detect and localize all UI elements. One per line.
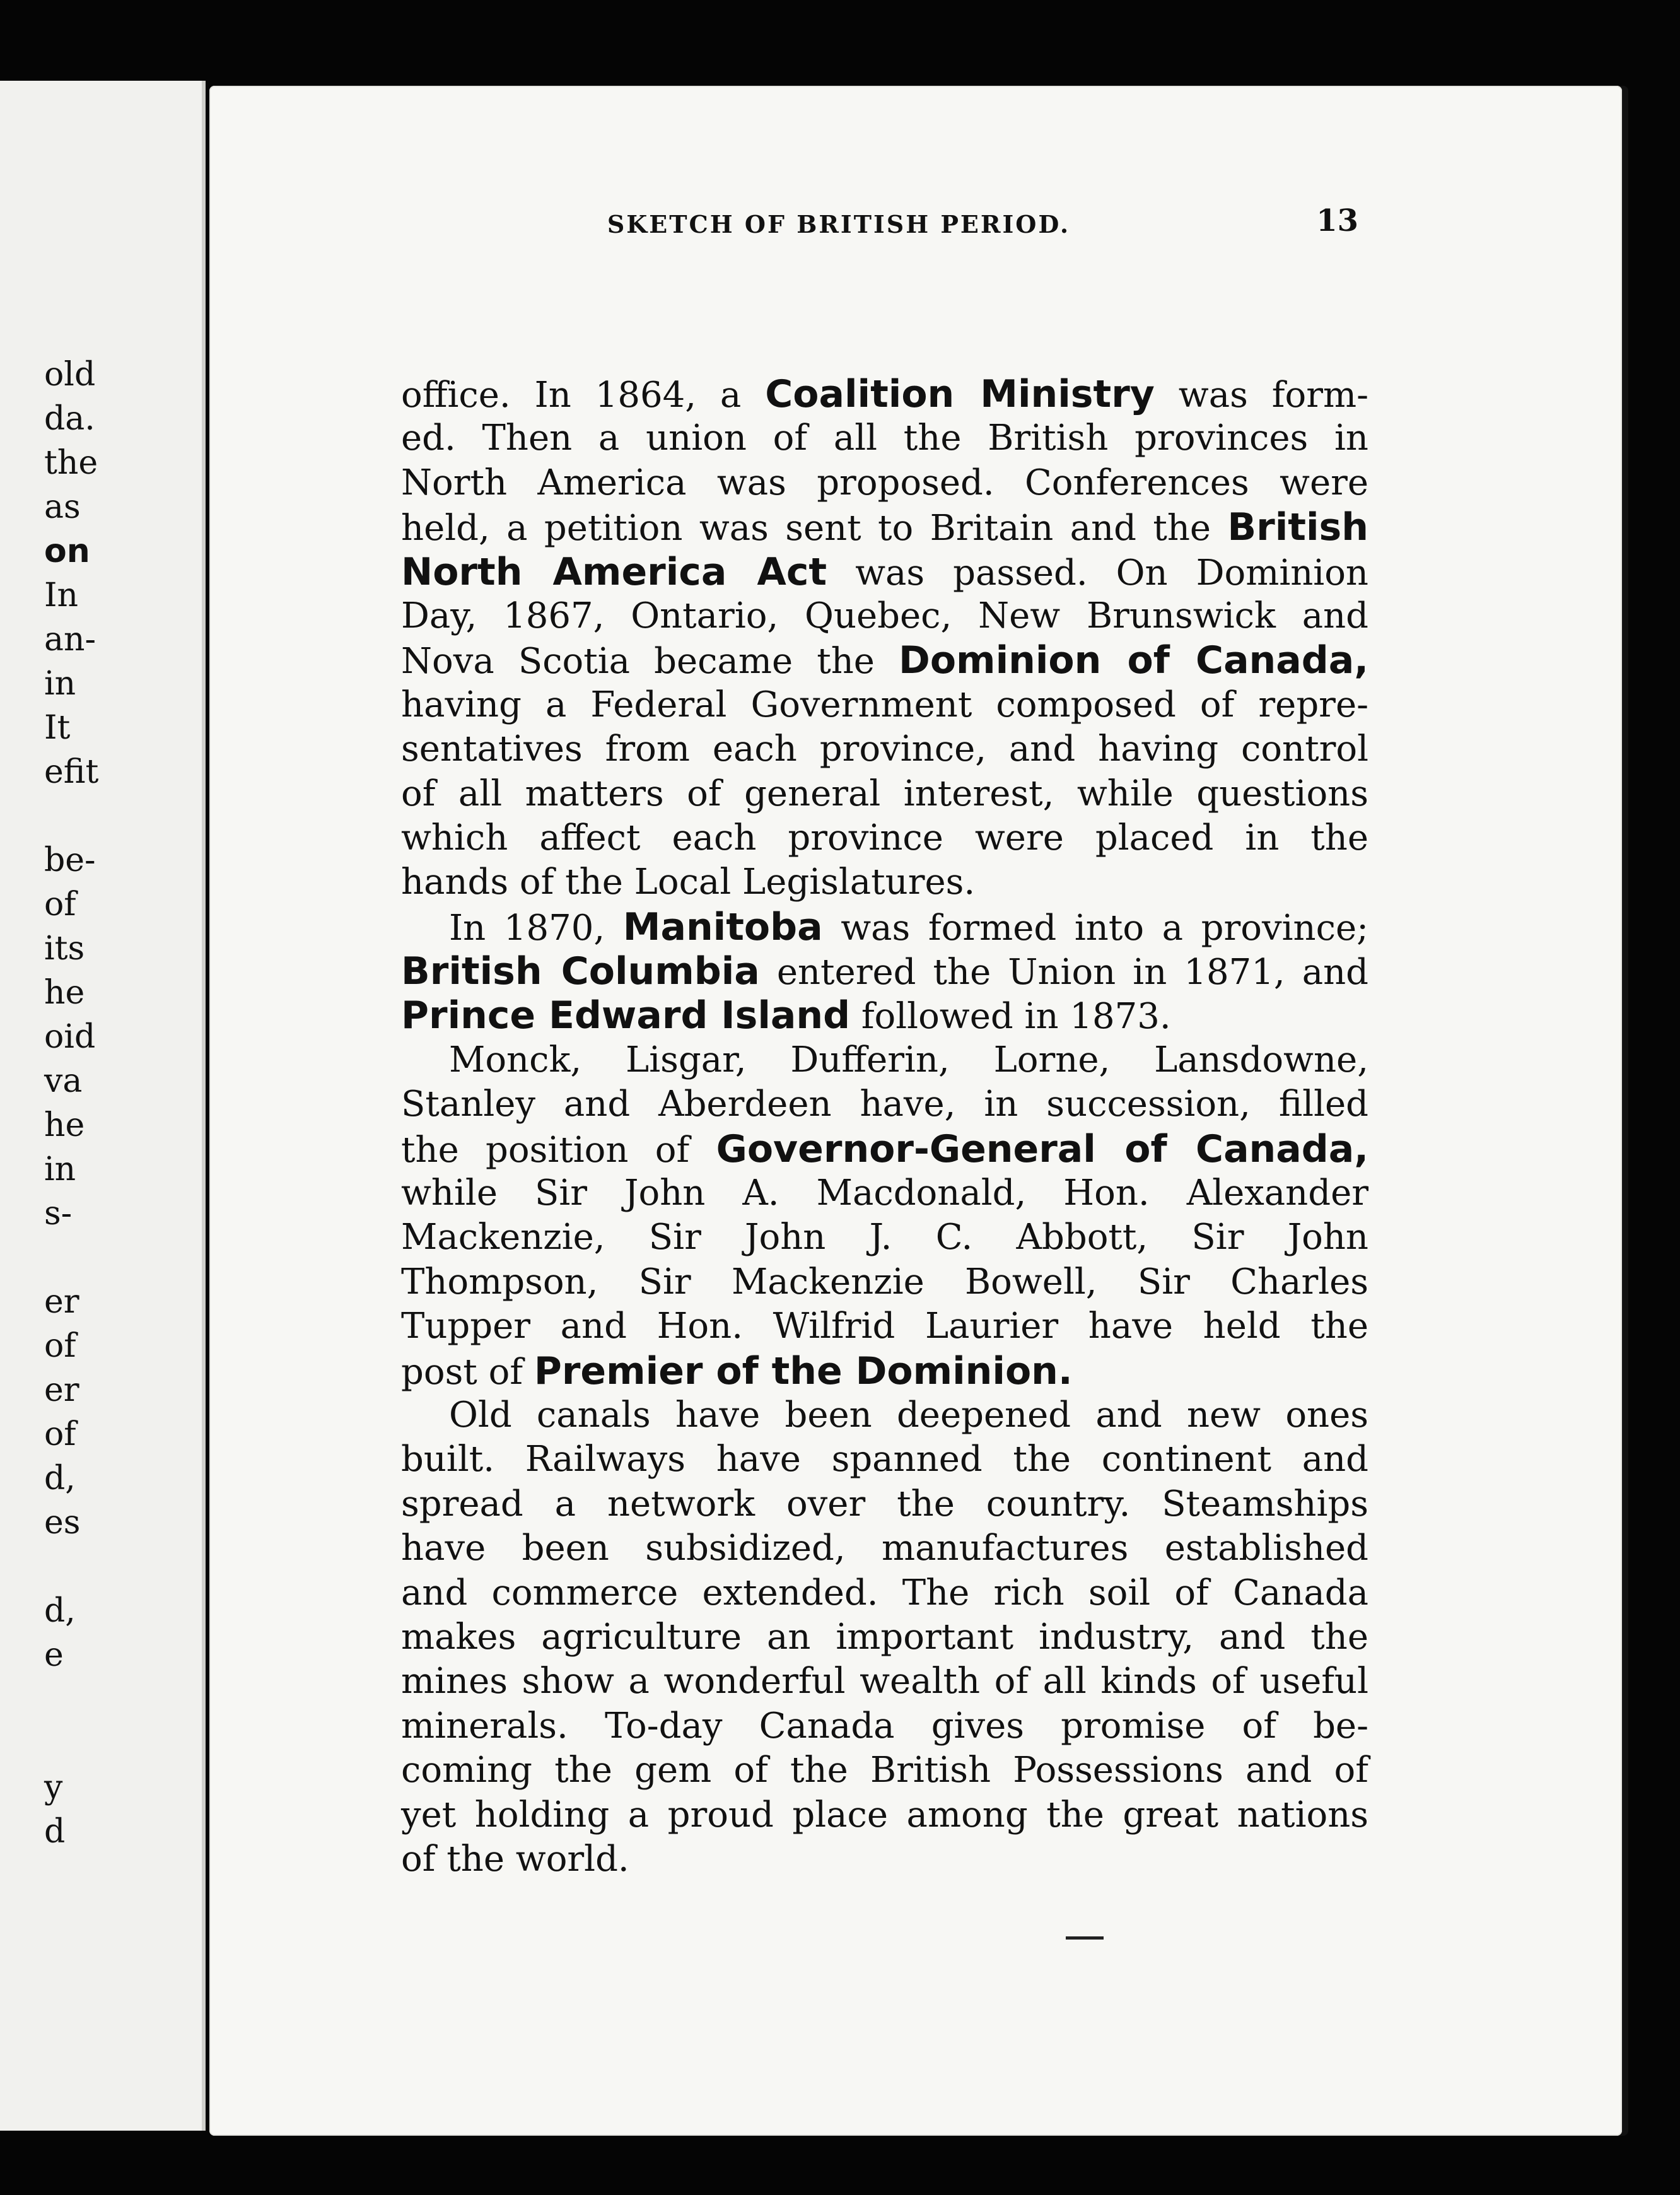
text-line	[401, 816, 1368, 860]
text-line	[401, 1482, 1368, 1526]
facing-page-fragment: the	[44, 444, 98, 482]
facing-page-fragment: as	[44, 488, 81, 526]
text-line	[401, 461, 1368, 505]
facing-page-fragment: in	[44, 665, 76, 703]
text-run: In 1870,	[449, 907, 623, 949]
text-line	[401, 1260, 1368, 1304]
running-head: SKETCH OF BRITISH PERIOD.	[607, 210, 1071, 238]
text-line	[401, 1704, 1368, 1748]
text-run: while Sir John A. Macdonald, Hon. Alexander	[401, 1173, 1368, 1214]
text-line	[401, 905, 1368, 949]
facing-page-fragment: its	[44, 930, 85, 968]
bold-term: Premier of the Dominion.	[534, 1349, 1073, 1393]
text-line	[401, 1437, 1368, 1482]
facing-page-fragment: oid	[44, 1018, 96, 1056]
bold-term: Prince Edward Island	[401, 993, 851, 1038]
facing-page-fragment: s-	[44, 1195, 73, 1232]
text-run: and commerce extended. The rich soil of Canada	[401, 1572, 1368, 1613]
text-line	[401, 949, 1368, 993]
text-run: followed in 1873.	[850, 996, 1171, 1038]
facing-page-fragment: da.	[44, 400, 95, 438]
text-line	[401, 638, 1368, 682]
facing-page-fragment: er	[44, 1283, 79, 1321]
text-run: coming the gem of the British Possessions and of	[401, 1750, 1368, 1791]
facing-page-fragment: efit	[44, 753, 99, 791]
text-line	[401, 1038, 1368, 1082]
text-run: was passed. On Dominion	[827, 552, 1368, 594]
facing-page-fragment: d	[44, 1813, 66, 1851]
text-run: have been subsidized, manufactures established	[401, 1528, 1368, 1569]
facing-page-fragment: In	[44, 577, 79, 614]
text-line	[401, 1793, 1368, 1837]
facing-page-fragment: of	[44, 1415, 76, 1453]
text-run: held, a petition was sent to Britain and the	[401, 508, 1228, 549]
text-run: North America was proposed. Conferences were	[401, 462, 1368, 503]
text-run: Thompson, Sir Mackenzie Bowell, Sir Charles	[401, 1261, 1368, 1302]
text-run: Nova Scotia became the	[401, 641, 899, 682]
bold-term: North America Act	[401, 549, 827, 594]
facing-page-fragment: y	[44, 1769, 63, 1806]
text-run: Monck, Lisgar, Dufferin, Lorne, Lansdowne,	[449, 1039, 1368, 1080]
facing-page-fragment: er	[44, 1371, 79, 1409]
facing-page-left	[0, 81, 206, 2131]
facing-page-fragment: in	[44, 1150, 76, 1188]
text-run: post of	[401, 1351, 534, 1393]
text-line	[401, 505, 1368, 549]
text-line	[401, 1171, 1368, 1215]
bold-term: Governor-General of Canada,	[716, 1127, 1368, 1171]
facing-page-fragment: of	[44, 886, 76, 923]
facing-page-fragment: on	[44, 532, 90, 570]
text-run: office. In 1864, a	[401, 375, 766, 416]
text-run: of the world.	[401, 1838, 629, 1880]
text-run: which affect each province were placed in the	[401, 817, 1368, 858]
facing-page-fragment: he	[44, 1106, 85, 1144]
text-run: Tupper and Hon. Wilfrid Laurier have held the	[401, 1306, 1368, 1347]
facing-page-fragment: old	[44, 356, 96, 394]
text-run: makes agriculture an important industry, and the	[401, 1616, 1368, 1658]
text-run: was form-	[1154, 375, 1368, 416]
facing-page-fragment: d,	[44, 1592, 76, 1630]
text-line	[401, 1127, 1368, 1171]
text-run: sentatives from each province, and having control	[401, 729, 1368, 770]
facing-page-fragment: an-	[44, 621, 96, 658]
text-run: was formed into a province;	[822, 907, 1368, 949]
text-line	[401, 1349, 1368, 1393]
text-line	[401, 594, 1368, 638]
text-line	[401, 1571, 1368, 1615]
bold-term: Coalition Ministry	[765, 372, 1155, 416]
facing-page-fragment: be-	[44, 841, 96, 879]
text-line	[401, 1215, 1368, 1260]
text-line	[401, 727, 1368, 771]
text-run: Mackenzie, Sir John J. C. Abbott, Sir John	[401, 1217, 1368, 1258]
text-line	[401, 550, 1368, 594]
text-run: yet holding a proud place among the great nations	[401, 1794, 1368, 1835]
facing-page-fragment: he	[44, 974, 85, 1012]
facing-page-fragment: d,	[44, 1460, 76, 1497]
bold-term: Manitoba	[622, 904, 823, 949]
text-line	[401, 372, 1368, 416]
text-run: the position of	[401, 1129, 716, 1171]
text-run: mines show a wonderful wealth of all kinds of useful	[401, 1661, 1368, 1702]
text-line	[401, 1748, 1368, 1793]
text-run: hands of the Local Legislatures.	[401, 862, 976, 903]
text-line	[401, 1526, 1368, 1571]
text-run: Day, 1867, Ontario, Quebec, New Brunswick and	[401, 595, 1368, 636]
text-run: spread a network over the country. Steamships	[401, 1483, 1368, 1525]
text-run: minerals. To-day Canada gives promise of be-	[401, 1705, 1368, 1747]
facing-page-fragment: of	[44, 1327, 76, 1365]
text-line	[401, 772, 1368, 816]
facing-page-fragment: va	[44, 1062, 83, 1100]
page-number: 13	[1316, 203, 1358, 238]
text-line	[401, 993, 1368, 1038]
bold-term: British Columbia	[401, 949, 760, 994]
text-run: Old canals have been deepened and new ones	[449, 1394, 1368, 1436]
text-run: Stanley and Aberdeen have, in succession, filled	[401, 1084, 1368, 1125]
text-line	[401, 1659, 1368, 1704]
text-line	[401, 683, 1368, 727]
body-text	[401, 372, 1368, 1882]
bold-term: Dominion of Canada,	[899, 638, 1368, 683]
text-run: having a Federal Government composed of repre-	[401, 684, 1368, 725]
text-line	[401, 1837, 1368, 1882]
facing-page-fragment: e	[44, 1636, 64, 1674]
facing-page-fragment: It	[44, 709, 71, 747]
text-line	[401, 416, 1368, 460]
text-run: ed. Then a union of all the British provinces in	[401, 418, 1368, 459]
text-run: built. Railways have spanned the continent and	[401, 1439, 1368, 1480]
text-line	[401, 1393, 1368, 1437]
facing-page-fragment: es	[44, 1504, 81, 1542]
text-run: of all matters of general interest, while questions	[401, 773, 1368, 814]
text-line	[401, 1304, 1368, 1349]
text-line	[401, 860, 1368, 904]
text-line	[401, 1082, 1368, 1127]
printer-mark	[1066, 1936, 1104, 1940]
text-run: entered the Union in 1871, and	[759, 952, 1369, 993]
bold-term: British	[1227, 505, 1368, 550]
text-line	[401, 1615, 1368, 1659]
